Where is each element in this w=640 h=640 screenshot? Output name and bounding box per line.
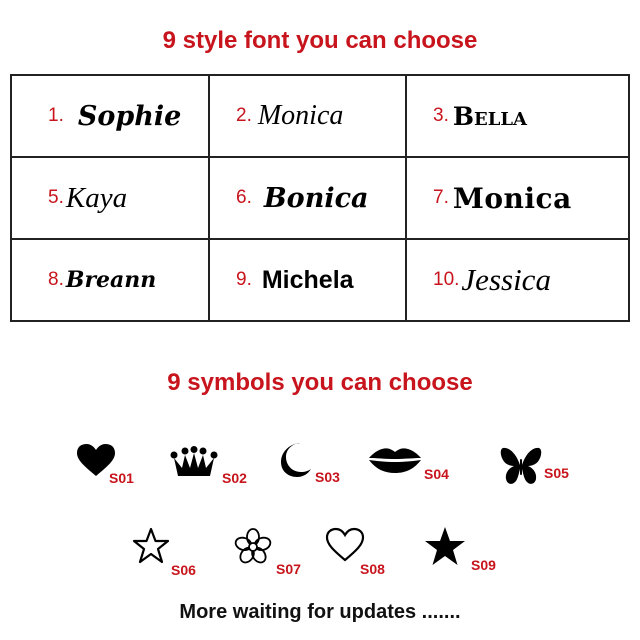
font-number: 1. — [48, 105, 64, 126]
symbol-code: S04 — [424, 466, 449, 482]
symbol-option[interactable] — [131, 527, 211, 579]
font-option-cell[interactable] — [406, 157, 629, 239]
font-number: 8. — [48, 269, 64, 290]
symbol-code: S09 — [471, 557, 496, 573]
font-option-cell[interactable] — [209, 75, 406, 157]
font-sample: Monica — [452, 181, 572, 215]
font-sample: Michela — [261, 265, 354, 294]
font-option-cell[interactable] — [11, 239, 209, 321]
font-sample: Bonica — [263, 182, 369, 214]
symbol-option[interactable] — [275, 441, 355, 489]
table-row — [11, 75, 629, 157]
font-number: 7. — [433, 187, 449, 208]
font-option-cell[interactable] — [11, 75, 209, 157]
font-number: 2. — [236, 105, 252, 126]
font-sample: Jessica — [461, 262, 551, 297]
font-option-cell[interactable] — [406, 239, 629, 321]
flower-outline-icon — [233, 527, 273, 567]
font-number: 9. — [236, 269, 252, 290]
symbol-option[interactable] — [424, 526, 504, 578]
symbol-option[interactable] — [76, 443, 156, 487]
font-number: 5. — [48, 187, 64, 208]
symbol-code: S06 — [171, 562, 196, 578]
symbol-option[interactable] — [368, 446, 458, 490]
font-number: 6. — [236, 187, 252, 208]
symbol-option[interactable] — [170, 446, 260, 490]
table-row — [11, 157, 629, 239]
symbol-option[interactable] — [500, 447, 580, 491]
star-icon — [424, 526, 466, 566]
symbol-code: S05 — [544, 465, 569, 481]
symbols-heading: 9 symbols you can choose — [167, 369, 473, 396]
footer-note: More waiting for updates ....... — [179, 601, 461, 623]
font-number: 10. — [433, 269, 460, 290]
font-number: 3. — [433, 105, 449, 126]
crescent-moon-icon — [275, 441, 313, 479]
heart-outline-icon — [325, 527, 365, 563]
symbol-option[interactable] — [325, 527, 405, 579]
font-option-cell[interactable] — [406, 75, 629, 157]
font-option-cell[interactable] — [209, 239, 406, 321]
table-row — [11, 239, 629, 321]
font-style-table — [10, 74, 630, 322]
font-sample: Monica — [257, 100, 344, 131]
font-sample: Bella — [452, 101, 527, 131]
butterfly-icon — [500, 447, 542, 487]
symbol-option[interactable] — [233, 527, 323, 579]
lips-icon — [368, 446, 422, 474]
font-option-cell[interactable] — [11, 157, 209, 239]
symbol-code: S01 — [109, 470, 134, 486]
symbol-code: S07 — [276, 561, 301, 577]
symbol-code: S08 — [360, 561, 385, 577]
fonts-heading: 9 style font you can choose — [162, 27, 478, 54]
symbol-code: S02 — [222, 470, 247, 486]
font-option-cell[interactable] — [209, 157, 406, 239]
star-outline-icon — [131, 527, 171, 565]
font-sample: Breann — [65, 267, 157, 293]
font-sample: Kaya — [65, 181, 128, 214]
symbol-code: S03 — [315, 469, 340, 485]
crown-icon — [170, 446, 218, 480]
font-sample: Sophie — [77, 100, 182, 132]
